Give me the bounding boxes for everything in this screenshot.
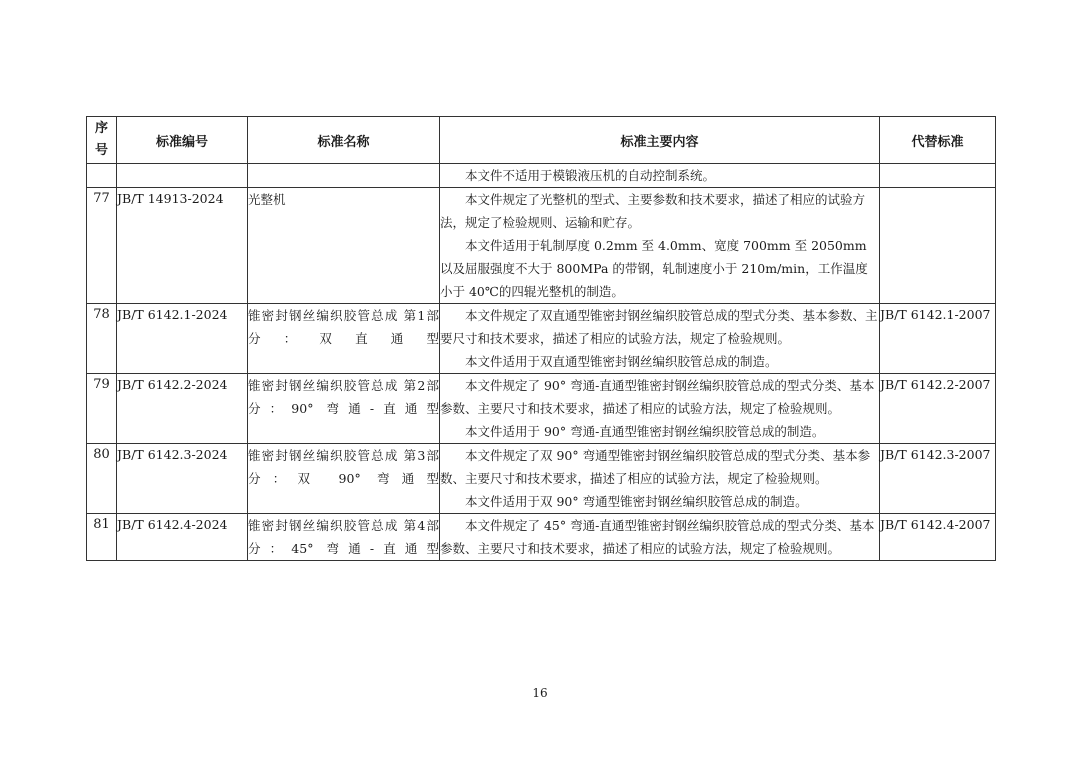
continuation-row [87, 164, 996, 188]
row-seq: 81 [87, 514, 117, 561]
header-seq-line1: 序 [94, 121, 108, 136]
row-content [440, 188, 880, 304]
row-content [440, 374, 880, 444]
row-replaces: JB/T 6142.3-2007 [880, 444, 996, 514]
header-name: 标准名称 [248, 117, 440, 164]
cell-empty [880, 164, 996, 188]
table-row [87, 374, 996, 444]
table-row [87, 304, 996, 374]
header-seq [87, 117, 117, 164]
content-paragraph: 本文件规定了双 90° 弯通型锥密封钢丝编织胶管总成的型式分类、基本参数、主要尺寸和技术要求，描述了相应的试验方法，规定了检验规则。 [440, 448, 871, 486]
standards-table [86, 116, 996, 561]
cell-empty [248, 164, 440, 188]
row-name-text: 光整机 [248, 192, 286, 207]
page-number: 16 [532, 686, 548, 700]
row-content [440, 514, 880, 561]
row-code: JB/T 6142.2-2024 [117, 374, 248, 444]
content-paragraph: 本文件适用于双 90° 弯通型锥密封钢丝编织胶管总成的制造。 [465, 494, 808, 509]
row-name-text: 锥密封钢丝编织胶管总成 第4部分：45° 弯通-直通型 [248, 518, 439, 556]
continuation-text: 本文件不适用于模锻液压机的自动控制系统。 [465, 168, 716, 183]
row-replaces: JB/T 6142.2-2007 [880, 374, 996, 444]
row-name [248, 514, 440, 561]
row-code: JB/T 6142.3-2024 [117, 444, 248, 514]
row-replaces: JB/T 6142.4-2007 [880, 514, 996, 561]
table-row [87, 514, 996, 561]
row-name [248, 304, 440, 374]
row-name-text: 锥密封钢丝编织胶管总成 第1部分：双直通型 [248, 308, 439, 346]
cell-empty [87, 164, 117, 188]
row-replaces [880, 188, 996, 304]
content-paragraph: 本文件规定了光整机的型式、主要参数和技术要求，描述了相应的试验方法，规定了检验规则、运输和贮存。 [440, 192, 866, 230]
row-name [248, 374, 440, 444]
row-seq: 79 [87, 374, 117, 444]
header-row [87, 117, 996, 164]
continuation-cell [440, 164, 880, 188]
header-seq-line2: 号 [94, 143, 108, 158]
row-seq: 78 [87, 304, 117, 374]
header-replaces: 代替标准 [880, 117, 996, 164]
row-content [440, 304, 880, 374]
row-name [248, 188, 440, 304]
table-row [87, 188, 996, 304]
row-name [248, 444, 440, 514]
row-seq: 80 [87, 444, 117, 514]
row-code: JB/T 14913-2024 [117, 188, 248, 304]
content-paragraph: 本文件规定了 45° 弯通-直通型锥密封钢丝编织胶管总成的型式分类、基本参数、主要尺寸和技术要求，描述了相应的试验方法，规定了检验规则。 [440, 518, 875, 556]
row-seq: 77 [87, 188, 117, 304]
header-code: 标准编号 [117, 117, 248, 164]
table-row [87, 444, 996, 514]
row-code: JB/T 6142.4-2024 [117, 514, 248, 561]
header-content: 标准主要内容 [440, 117, 880, 164]
row-name-text: 锥密封钢丝编织胶管总成 第2部分：90° 弯通-直通型 [248, 378, 439, 416]
content-paragraph: 本文件适用于轧制厚度 0.2mm 至 4.0mm、宽度 700mm 至 2050mm 以及屈服强度不大于 800MPa 的带钢，轧制速度小于 210m/min，工作温度小于 40℃的四辊光整机的制造。 [440, 238, 868, 299]
cell-empty [117, 164, 248, 188]
content-paragraph: 本文件规定了 90° 弯通-直通型锥密封钢丝编织胶管总成的型式分类、基本参数、主要尺寸和技术要求，描述了相应的试验方法，规定了检验规则。 [440, 378, 875, 416]
content-paragraph: 本文件规定了双直通型锥密封钢丝编织胶管总成的型式分类、基本参数、主要尺寸和技术要求，描述了相应的试验方法，规定了检验规则。 [440, 308, 878, 346]
content-paragraph: 本文件适用于双直通型锥密封钢丝编织胶管总成的制造。 [465, 354, 778, 369]
row-content [440, 444, 880, 514]
row-replaces: JB/T 6142.1-2007 [880, 304, 996, 374]
row-name-text: 锥密封钢丝编织胶管总成 第3部分：双 90° 弯通型 [248, 448, 439, 486]
row-code: JB/T 6142.1-2024 [117, 304, 248, 374]
content-paragraph: 本文件适用于 90° 弯通-直通型锥密封钢丝编织胶管总成的制造。 [465, 424, 825, 439]
